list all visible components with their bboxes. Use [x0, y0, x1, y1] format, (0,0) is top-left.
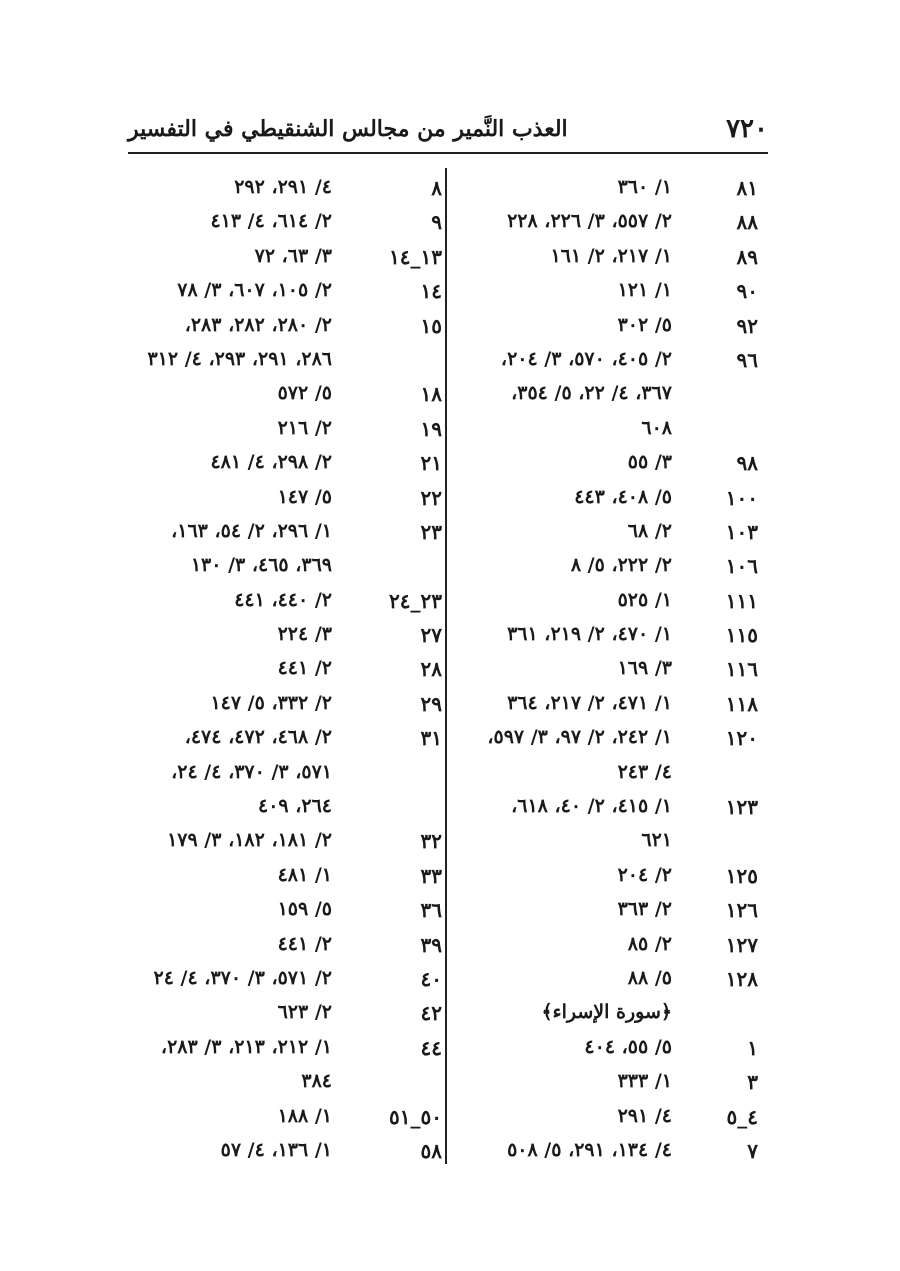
page-references: ١/ ٥٢٥ — [617, 588, 672, 611]
page-references: ٢/ ١٠٥، ٦٠٧، ٣/ ٧٨ — [177, 279, 332, 302]
verse-number: ١٤ — [420, 279, 442, 304]
index-row — [448, 172, 768, 206]
verse-number: ١٠٠ — [725, 485, 758, 510]
verse-number: ٤٠ — [420, 966, 442, 991]
page-references: ١/ ٢٤٢، ٢/ ٩٧، ٣/ ٥٩٧، — [487, 726, 672, 749]
index-row — [448, 550, 768, 584]
page-references: ٢/ ٤٠٥، ٥٧٠، ٣/ ٢٠٤، — [500, 347, 672, 370]
page-references: ١/ ٤١٥، ٢/ ٤٠، ٦١٨، — [511, 795, 672, 818]
index-row — [448, 688, 768, 722]
index-row — [108, 825, 442, 859]
page-number: ٧٢٠ — [726, 114, 768, 144]
index-row — [108, 344, 428, 378]
page-references: ١/ ٤٧٠، ٢/ ٢١٩، ٣٦١ — [507, 623, 672, 646]
index-row — [448, 447, 768, 481]
page-references: ٤/ ٢٤٣ — [617, 760, 672, 783]
index-row — [108, 241, 442, 275]
page-references: ١/ ٤٨١ — [277, 863, 332, 886]
book-title: العذب النَّمير من مجالس الشنقيطي في التفسير — [128, 116, 568, 142]
index-row — [448, 1135, 768, 1169]
verse-number: ٩٨ — [736, 451, 758, 476]
verse-number: ١٢٣ — [725, 795, 758, 820]
column-divider — [445, 168, 447, 1164]
verse-number: ١٣_١٤ — [389, 244, 442, 269]
verse-number: ١٩ — [420, 416, 442, 441]
index-row — [108, 791, 428, 825]
index-row — [448, 860, 768, 894]
verse-number: ١١٥ — [725, 623, 758, 648]
index-row — [448, 275, 768, 309]
page-references: ٥/ ٤٠٨، ٤٤٣ — [574, 485, 672, 508]
page-references: ١/ ٤٧١، ٢/ ٢١٧، ٣٦٤ — [507, 691, 672, 714]
verse-number: ٥٨ — [420, 1138, 442, 1163]
verse-number: ٢٣_٢٤ — [389, 588, 442, 613]
verse-number: ٧ — [747, 1138, 758, 1163]
page-references: ٢/ ٦٢٣ — [277, 1001, 332, 1024]
page-references: ٥/ ١٥٩ — [277, 898, 332, 921]
index-row — [448, 516, 768, 550]
verse-number: ٩٠ — [736, 279, 758, 304]
index-row — [108, 516, 442, 550]
index-row — [448, 241, 768, 275]
index-row — [448, 894, 768, 928]
page-references: ٢٨٦، ٢٩١، ٢٩٣، ٤/ ٣١٢ — [147, 347, 332, 370]
index-row — [448, 585, 768, 619]
page-references: ٣٦٩، ٤٦٥، ٣/ ١٣٠ — [190, 554, 332, 577]
index-row — [448, 825, 768, 859]
page-references: ٤/ ٢٩١ — [617, 1104, 672, 1127]
page-references: ١/ ٣٦٠ — [617, 176, 672, 198]
verse-number: ١٢٦ — [725, 898, 758, 923]
page-references: ٣/ ٦٣، ٧٢ — [254, 244, 332, 267]
page-references: ٢/ ٥٧١، ٣/ ٣٧٠، ٤/ ٢٤ — [153, 966, 332, 989]
page-references: ١/ ٢١٢، ٢١٣، ٣/ ٢٨٣، — [160, 1035, 332, 1058]
verse-number: ١١١ — [725, 588, 758, 613]
page-references: ٢/ ٢٠٤ — [617, 863, 672, 886]
verse-number: ١٠٣ — [725, 519, 758, 544]
verse-number: ١٨ — [420, 382, 442, 407]
page-references: ٥/ ٣٠٢ — [617, 313, 672, 336]
index-row — [108, 860, 442, 894]
page-references: ﴿سورة الإسراء﴾ — [541, 1001, 672, 1024]
page-references: ٣/ ٥٥ — [627, 451, 672, 474]
verse-number: ١١٨ — [725, 691, 758, 716]
index-row — [108, 172, 442, 206]
index-row — [108, 206, 442, 240]
verse-number: ١٢٧ — [725, 932, 758, 957]
verse-number: ٤٤ — [420, 1035, 442, 1060]
index-row — [448, 757, 768, 791]
page-references: ٢٦٤، ٤٠٩ — [258, 795, 332, 818]
page-references: ٥/ ٨٨ — [627, 966, 672, 989]
page-header — [128, 112, 768, 154]
page-references: ١/ ٢٩٦، ٢/ ٥٤، ١٦٣، — [171, 519, 332, 542]
right-column — [448, 172, 768, 1169]
verse-number: ١ — [747, 1035, 758, 1060]
verse-number: ٤_٥ — [726, 1104, 758, 1129]
page-references: ٢/ ٨٥ — [627, 932, 672, 955]
verse-number: ٣ — [747, 1070, 758, 1095]
left-column — [108, 172, 442, 1169]
page-references: ٤/ ١٣٤، ٢٩١، ٥/ ٥٠٨ — [507, 1138, 672, 1161]
page-references: ٢/ ٣٦٣ — [617, 898, 672, 921]
page-references: ٥/ ٥٥، ٤٠٤ — [584, 1035, 672, 1058]
verse-number: ٩٦ — [736, 347, 758, 372]
index-row — [108, 997, 442, 1031]
page-references: ٢/ ١٨١، ١٨٢، ٣/ ١٧٩ — [167, 829, 332, 852]
page-references: ٦٢١ — [641, 829, 672, 852]
index-row — [448, 1101, 768, 1135]
page-references: ٢/ ٣٣٢، ٥/ ١٤٧ — [210, 691, 332, 714]
index-row — [108, 688, 442, 722]
page-references: ٣/ ١٦٩ — [617, 657, 672, 680]
verse-number: ٨٨ — [736, 210, 758, 235]
verse-number: ١٠٦ — [725, 554, 758, 579]
index-row — [108, 1032, 442, 1066]
page-references: ٢/ ٤٦٨، ٤٧٢، ٤٧٤، — [184, 726, 332, 749]
verse-number: ٣٦ — [420, 898, 442, 923]
index-row — [108, 653, 442, 687]
index-row — [108, 275, 442, 309]
verse-number: ١٢٥ — [725, 863, 758, 888]
page-references: ٢/ ٢٨٠، ٢٨٢، ٢٨٣، — [184, 313, 332, 336]
index-row — [448, 378, 768, 412]
index-row — [448, 413, 768, 447]
index-row — [108, 378, 442, 412]
index-row — [108, 963, 442, 997]
page-references: ٦٠٨ — [641, 416, 672, 439]
index-row — [108, 1101, 442, 1135]
page-references: ٢/ ٢٢٢، ٥/ ٨ — [570, 554, 672, 577]
verse-number: ٩٢ — [736, 313, 758, 338]
verse-number: ٣٣ — [420, 863, 442, 888]
verse-number: ٢٩ — [420, 691, 442, 716]
verse-number: ٢٣ — [420, 519, 442, 544]
page-references: ٢/ ٥٥٧، ٣/ ٢٢٦، ٢٢٨ — [507, 210, 672, 233]
index-row — [108, 722, 442, 756]
verse-number: ٢١ — [420, 451, 442, 476]
index-row — [448, 997, 768, 1031]
verse-number: ٥٠_٥١ — [389, 1104, 442, 1129]
index-row — [108, 585, 442, 619]
verse-number: ٨٩ — [736, 244, 758, 269]
index-row — [108, 550, 428, 584]
page-references: ٣٨٤ — [301, 1070, 332, 1093]
index-row — [108, 894, 442, 928]
verse-number: ٣٩ — [420, 932, 442, 957]
index-row — [448, 206, 768, 240]
verse-number: ١٢٠ — [725, 726, 758, 751]
verse-number: ١٥ — [420, 313, 442, 338]
page-references: ٣٦٧، ٤/ ٢٢، ٥/ ٣٥٤، — [511, 382, 672, 405]
page-references: ٢/ ٦١٤، ٤/ ٤١٣ — [210, 210, 332, 233]
index-row — [108, 619, 442, 653]
page-references: ٢/ ٤٤١ — [277, 932, 332, 955]
index-row — [448, 963, 768, 997]
verse-number: ٢٧ — [420, 623, 442, 648]
index-row — [108, 482, 442, 516]
verse-number: ٢٢ — [420, 485, 442, 510]
page-references: ٢/ ٢١٦ — [277, 416, 332, 439]
index-row — [108, 447, 442, 481]
index-row — [448, 310, 768, 344]
index-row — [108, 310, 442, 344]
page-references: ٣/ ٢٢٤ — [277, 623, 332, 646]
index-row — [448, 722, 768, 756]
index-row — [108, 1066, 428, 1100]
verse-number: ٣٢ — [420, 829, 442, 854]
page-references: ١/ ٢١٧، ٢/ ١٦١ — [550, 244, 672, 267]
page-references: ٢/ ٤٤٠، ٤٤١ — [234, 588, 332, 611]
index-row — [108, 1135, 442, 1169]
page-references: ٥/ ١٤٧ — [277, 485, 332, 508]
index-row — [448, 1032, 768, 1066]
page-references: ٥/ ٥٧٢ — [277, 382, 332, 405]
verse-number: ٣١ — [420, 726, 442, 751]
index-row — [448, 482, 768, 516]
verse-number: ٩ — [431, 210, 442, 235]
page-references: ١/ ١٣٦، ٤/ ٥٧ — [220, 1138, 332, 1161]
verse-number: ٨ — [431, 176, 442, 200]
index-row — [448, 619, 768, 653]
index-row — [448, 344, 768, 378]
page-references: ٢/ ٢٩٨، ٤/ ٤٨١ — [210, 451, 332, 474]
page-references: ٥٧١، ٣/ ٣٧٠، ٤/ ٢٤، — [171, 760, 332, 783]
verse-number: ١٢٨ — [725, 966, 758, 991]
page-references: ٤/ ٢٩١، ٢٩٢ — [234, 176, 332, 198]
page-references: ٢/ ٤٤١ — [277, 657, 332, 680]
index-row — [108, 413, 442, 447]
page-references: ١/ ١٢١ — [617, 279, 672, 302]
index-row — [448, 653, 768, 687]
index-row — [108, 757, 428, 791]
index-row — [448, 929, 768, 963]
verse-number: ١١٦ — [725, 657, 758, 682]
index-row — [448, 791, 768, 825]
page-references: ١/ ٣٣٣ — [617, 1070, 672, 1093]
index-row — [448, 1066, 768, 1100]
verse-number: ٨١ — [736, 176, 758, 200]
page-references: ١/ ١٨٨ — [277, 1104, 332, 1127]
page-references: ٢/ ٦٨ — [627, 519, 672, 542]
verse-number: ٢٨ — [420, 657, 442, 682]
index-row — [108, 929, 442, 963]
verse-number: ٤٢ — [420, 1001, 442, 1026]
